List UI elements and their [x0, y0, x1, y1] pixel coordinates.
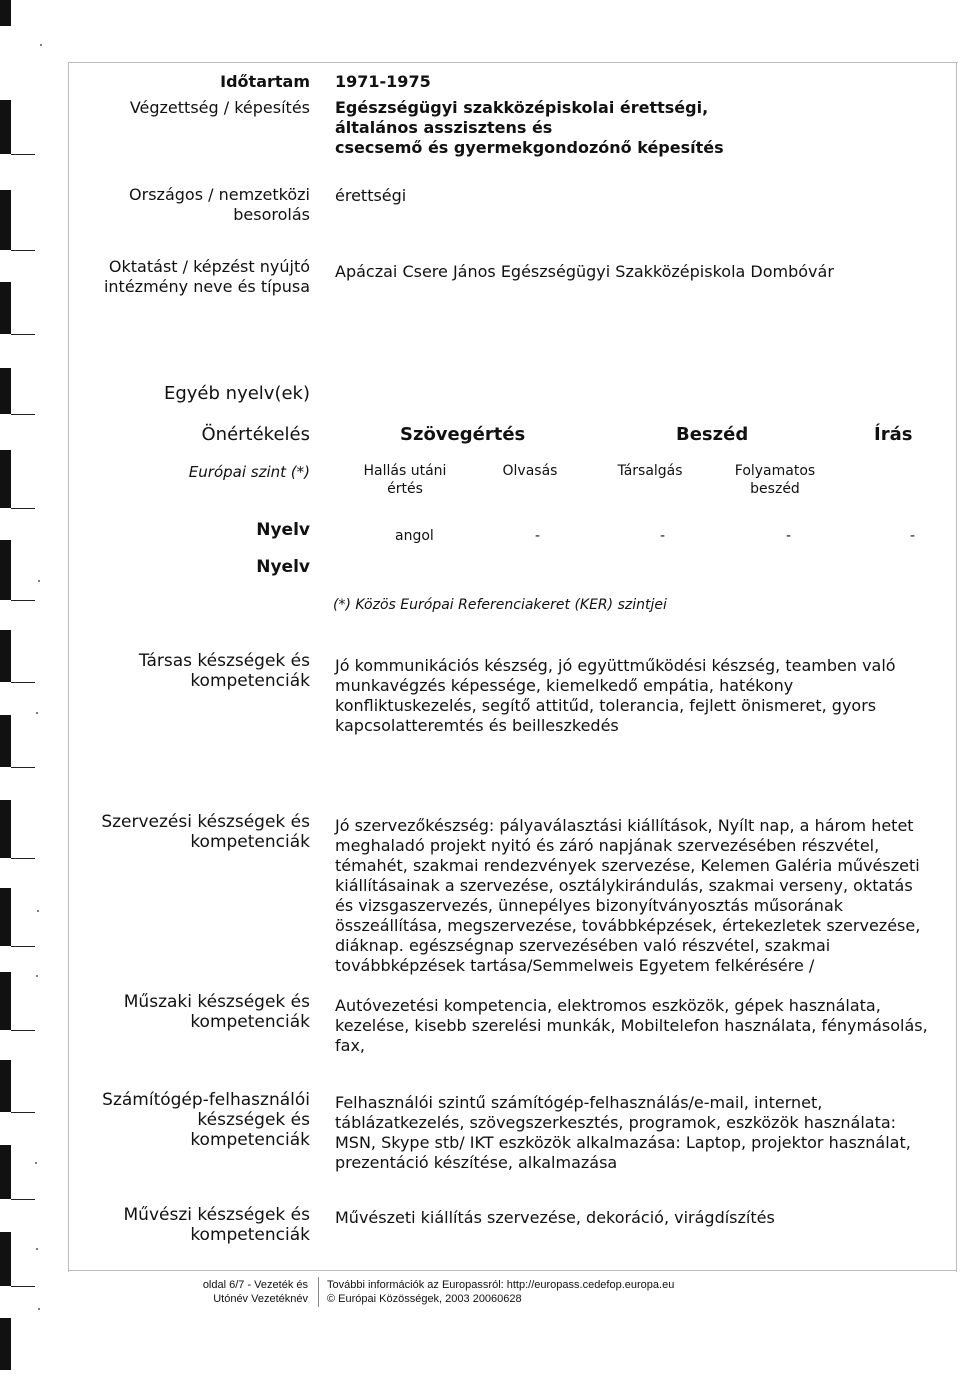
language-level-production: - [786, 528, 792, 544]
writing-header: Írás [874, 424, 913, 445]
level-label: Országos / nemzetközi besorolás [129, 185, 310, 224]
listening-column: Hallás utáni értés [363, 463, 447, 497]
computer-skills-label: Számítógép-felhasználói készségek és kompetenciák [102, 1090, 310, 1150]
speaking-header: Beszéd [676, 424, 749, 445]
understanding-header: Szövegértés [400, 424, 526, 445]
language-level-reading: - [535, 528, 541, 544]
social-skills-label: Társas készségek és kompetenciák [138, 651, 310, 691]
language-level-writing: - [910, 528, 916, 544]
social-skills-text: Jó kommunikációs készség, jó együttműködési készség, teamben való munkavégzés képessége, kiemelkedő empátia, hatékony konfliktuskezelés, segítő attitűd, tolerancia, fejlett önismeret, gyors kapcsolatteremtés és beilleszkedés [335, 656, 896, 735]
footer-rule [68, 1270, 956, 1271]
footer-divider [318, 1277, 319, 1307]
artistic-skills-label: Művészi készségek és kompetenciák [123, 1205, 310, 1245]
technical-skills-label: Műszaki készségek és kompetenciák [123, 992, 310, 1032]
language-row-label-2: Nyelv [256, 557, 310, 577]
footer-europass-info: További információk az Europassról: http://europass.cedefop.europa.eu © Európai Közösségek, 2003 20060628 [327, 1279, 675, 1305]
artistic-skills-text: Művészeti kiállítás szervezése, dekoráció, virágdíszítés [335, 1208, 775, 1227]
language-name: angol [395, 528, 434, 544]
period-value: 1971-1975 [335, 72, 431, 91]
interaction-column: Társalgás [617, 463, 683, 479]
ker-footnote: (*) Közös Európai Referenciakeret (KER) szintjei [333, 597, 667, 613]
organisational-skills-label: Szervezési készségek és kompetenciák [101, 812, 310, 852]
institution-label: Oktatást / képzést nyújtó intézmény neve és típusa [103, 257, 310, 296]
qualification-label: Végzettség / képesítés [129, 98, 310, 117]
production-column: Folyamatos beszéd [734, 463, 816, 497]
technical-skills-text: Autóvezetési kompetencia, elektromos eszközök, gépek használata, kezelése, kisebb szerelési munkák, Mobiltelefon használata, fénymásolás, fax, [335, 996, 928, 1055]
frame-right [956, 62, 957, 1272]
period-label: Időtartam [220, 72, 310, 91]
qualification-value: Egészségügyi szakközépiskolai érettségi, általános asszisztens és csecsemő és gyermekgondozónő képesítés [335, 98, 724, 157]
language-row-label: Nyelv [256, 520, 310, 540]
frame-top [68, 62, 958, 63]
european-level-label: Európai szint (*) [188, 463, 310, 481]
self-assessment-label: Önértékelés [201, 424, 310, 445]
reading-column: Olvasás [502, 463, 558, 479]
binding-marks [0, 0, 60, 1380]
institution-value: Apáczai Csere János Egészségügyi Szakközépiskola Dombóvár [335, 262, 834, 281]
organisational-skills-text: Jó szervezőkészség: pályaválasztási kiállítások, Nyílt nap, a három hetet meghaladó projekt nyitó és záró napjának szervezésében részvétel, témahét, szakmai rendezvények szervezése, Kelemen Galéria művészeti kiállításainak a szervezése, osztálykirándulás, szakmai verseny, oktatás és vizsgaszervezés, ünnepélyes bizonyítványosztás műsorának összeállítása, megszervezése, továbbképzések, értekezletek szervezése, diáknap. egészségnap szervezésében való részvétel, szakmai továbbképzések tartása/Semmelweis Egyetem felkérésére / [335, 816, 921, 975]
computer-skills-text: Felhasználói szintű számítógép-felhasználás/e-mail, internet, táblázatkezelés, szövegszerkesztés, programok, eszközök használata: MSN, Skype stb/ IKT eszközök alkalmazása: Laptop, projektor használat, prezentáció készítése, alkalmazása [335, 1093, 911, 1172]
language-level-interaction: - [660, 528, 666, 544]
other-languages-label: Egyéb nyelv(ek) [163, 383, 310, 404]
frame-left [68, 62, 69, 1272]
footer-page-info: oldal 6/7 - Vezeték és Utónév Vezetéknév [202, 1279, 308, 1305]
level-value: érettségi [335, 186, 407, 205]
